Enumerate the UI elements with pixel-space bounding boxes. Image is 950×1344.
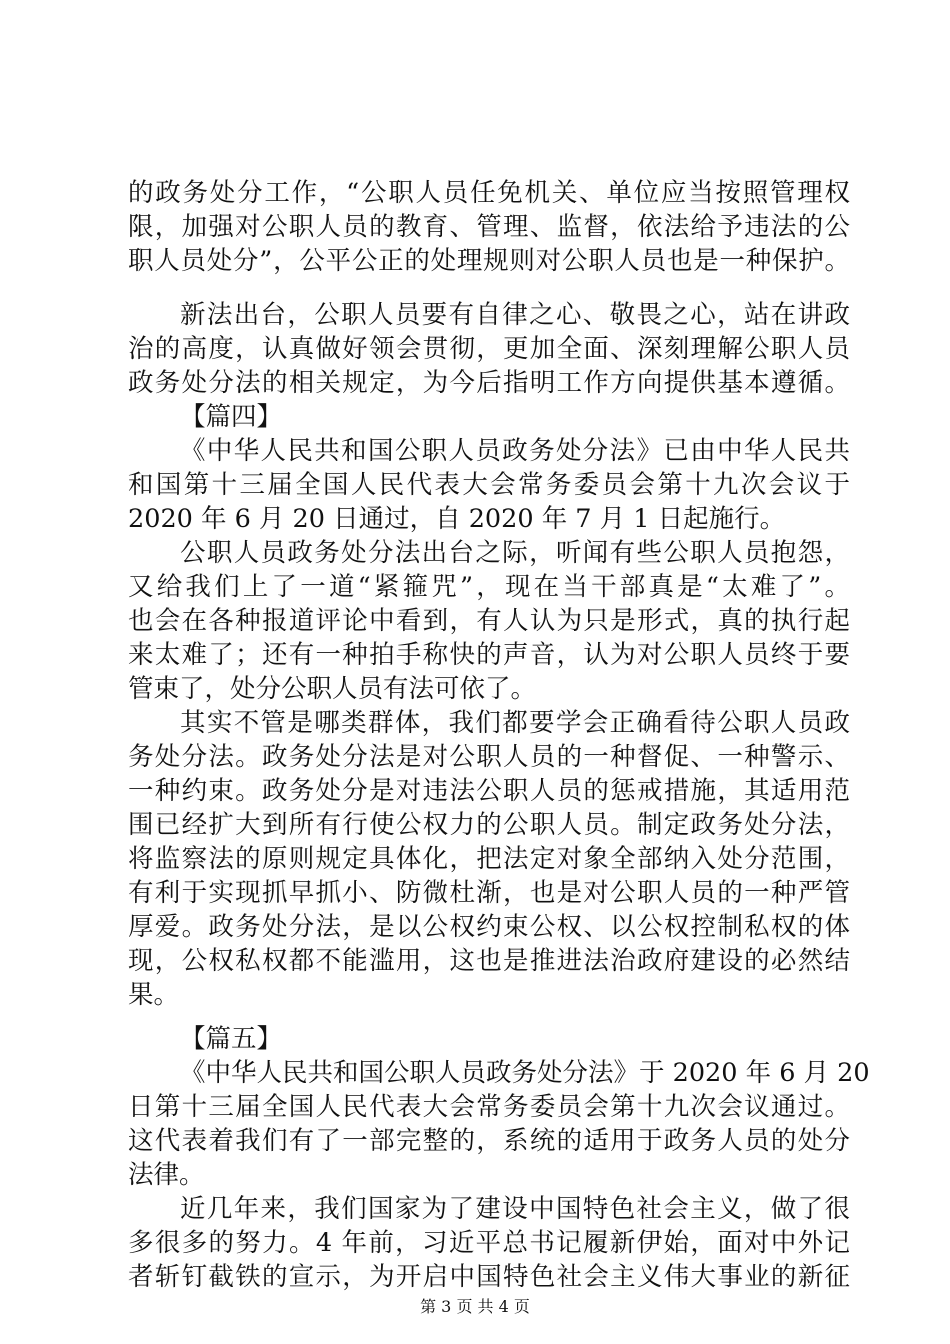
text-line: 《中华人民共和国公职人员政务处分法》于 2020 年 6 月 20 <box>180 1058 870 1088</box>
text-line: 《中华人民共和国公职人员政务处分法》已由中华人民共 <box>180 436 850 466</box>
text-line: 也会在各种报道评论中看到，有人认为只是形式，真的执行起 <box>128 606 850 636</box>
text-line: 日第十三届全国人民代表大会常务委员会第十九次会议通过。 <box>128 1092 850 1122</box>
text-line: 的政务处分工作，“公职人员任免机关、单位应当按照管理权 <box>128 178 850 208</box>
text-line: 又给我们上了一道“紧箍咒”，现在当干部真是“太难了”。 <box>128 572 850 602</box>
section-heading: 【篇五】 <box>180 1024 283 1054</box>
text-line: 公职人员政务处分法出台之际，听闻有些公职人员抱怨， <box>180 538 850 568</box>
text-line: 一种约束。政务处分是对违法公职人员的惩戒措施，其适用范 <box>128 776 850 806</box>
text-line: 有利于实现抓早抓小、防微杜渐，也是对公职人员的一种严管 <box>128 878 850 908</box>
page-number: 第 3 页 共 4 页 <box>420 1297 530 1316</box>
text-line: 新法出台，公职人员要有自律之心、敬畏之心，站在讲政 <box>180 300 850 330</box>
text-line: 法律。 <box>128 1160 205 1190</box>
text-line: 来太难了；还有一种拍手称快的声音，认为对公职人员终于要 <box>128 640 850 670</box>
text-line: 厚爱。政务处分法，是以公权约束公权、以公权控制私权的体 <box>128 912 850 942</box>
text-line: 者斩钉截铁的宣示，为开启中国特色社会主义伟大事业的新征 <box>128 1262 850 1292</box>
text-line: 务处分法。政务处分法是对公职人员的一种督促、一种警示、 <box>128 742 850 772</box>
text-line: 近几年来，我们国家为了建设中国特色社会主义，做了很 <box>180 1194 850 1224</box>
text-line: 职人员处分”，公平公正的处理规则对公职人员也是一种保护。 <box>128 246 850 276</box>
section-heading: 【篇四】 <box>180 402 283 432</box>
text-line: 果。 <box>128 980 180 1010</box>
text-line: 政务处分法的相关规定，为今后指明工作方向提供基本遵循。 <box>128 368 850 398</box>
text-line: 限，加强对公职人员的教育、管理、监督，依法给予违法的公 <box>128 212 850 242</box>
text-line: 管束了，处分公职人员有法可依了。 <box>128 674 537 704</box>
text-line: 其实不管是哪类群体，我们都要学会正确看待公职人员政 <box>180 708 850 738</box>
text-line: 治的高度，认真做好领会贯彻，更加全面、深刻理解公职人员 <box>128 334 850 364</box>
text-line: 和国第十三届全国人民代表大会常务委员会第十九次会议于 <box>128 470 850 500</box>
text-line: 围已经扩大到所有行使公权力的公职人员。制定政务处分法， <box>128 810 850 840</box>
text-line: 现，公权私权都不能滥用，这也是推进法治政府建设的必然结 <box>128 946 850 976</box>
text-line: 将监察法的原则规定具体化，把法定对象全部纳入处分范围， <box>128 844 850 874</box>
text-line: 2020 年 6 月 20 日通过，自 2020 年 7 月 1 日起施行。 <box>128 504 786 534</box>
text-line: 这代表着我们有了一部完整的，系统的适用于政务人员的处分 <box>128 1126 850 1156</box>
text-line: 多很多的努力。4 年前，习近平总书记履新伊始，面对中外记 <box>128 1228 850 1258</box>
